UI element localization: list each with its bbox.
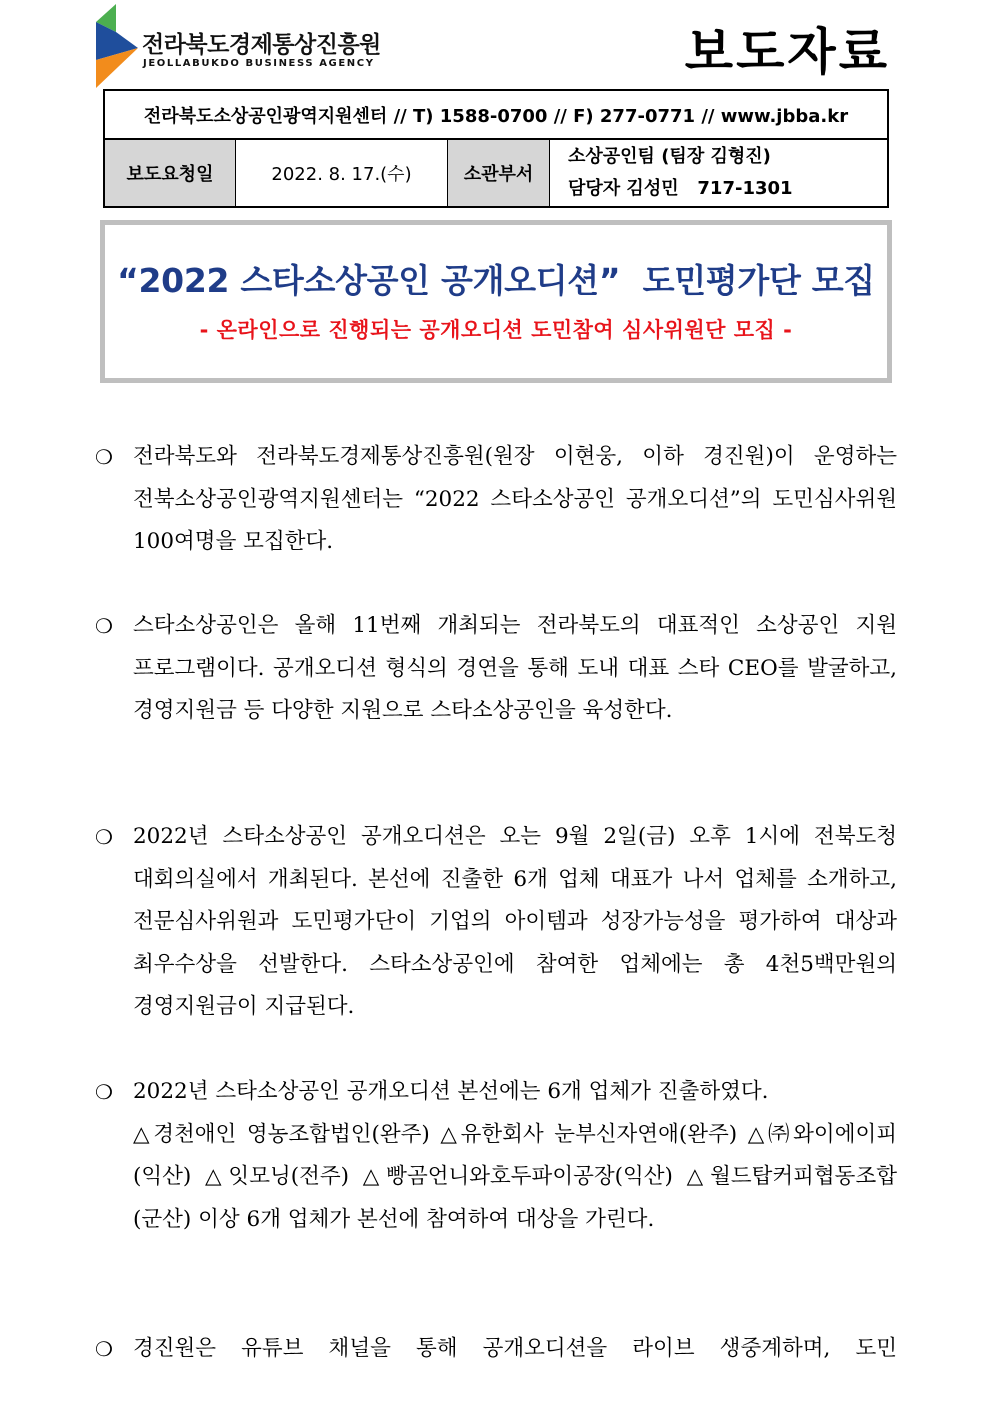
bullet-circle-icon: ❍ — [95, 445, 113, 469]
headline-subtitle: - 온라인으로 진행되는 공개오디션 도민참여 심사위원단 모집 - — [199, 318, 793, 342]
bullet-circle-icon: ❍ — [95, 825, 113, 849]
logo-mark-icon — [94, 4, 140, 88]
info-row — [105, 140, 887, 206]
paragraph-text: 2022년 스타소상공인 공개오디션은 오는 9월 2일(금) 오후 1시에 전북도청 대회의실에서 개최된다. 본선에 진출한 6개 업체 대표가 나서 업체를 소개하고, 전문심사위원과 도민평가단이 기업의 아이템과 성장가능성을 평가하여 대상과 최우수상을 선발한다. 스타소상공인에 참여한 업체에는 총 4천5백만원의 경영지원금이 지급된다. — [133, 824, 897, 1019]
paragraph-text: 경진원은 유튜브 채널을 통해 공개오디션을 라이브 생중계하며, 도민 — [133, 1336, 897, 1361]
org-name-en: JEOLLABUKDO BUSINESS AGENCY — [143, 58, 375, 69]
finalist-list: △경천애인 영농조합법인(완주) △유한회사 눈부신자연애(완주) △㈜와이에이피(익산) △잇모닝(전주) △빵곰언니와호두파이공장(익산) △월드탑커피협동조합(군산) 이상 6개 업체가 본선에 참여하여 대상을 가린다. — [133, 1121, 897, 1232]
info-table — [103, 89, 889, 208]
contact-person: 담당자 김성민 717-1301 — [568, 178, 793, 199]
bullet-circle-icon: ❍ — [95, 1080, 113, 1104]
department: 소상공인팀 (팀장 김형진) — [568, 146, 771, 167]
document-type-title: 보도자료 — [684, 23, 890, 81]
department-label: 소관부서 — [448, 140, 550, 206]
bullet-circle-icon: ❍ — [95, 614, 113, 638]
org-logo — [94, 4, 394, 88]
paragraph-4 — [95, 1071, 897, 1241]
paragraph-text: 2022년 스타소상공인 공개오디션 본선에는 6개 업체가 진출하였다. — [133, 1079, 769, 1104]
department-cell — [550, 140, 887, 206]
paragraph-1 — [95, 436, 897, 564]
paragraph-text: 스타소상공인은 올해 11번째 개최되는 전라북도의 대표적인 소상공인 지원 프로그램이다. 공개오디션 형식의 경연을 통해 도내 대표 스타 CEO를 발굴하고, 경영지원금 등 다양한 지원으로 스타소상공인을 육성한다. — [133, 613, 897, 723]
bullet-circle-icon: ❍ — [95, 1337, 113, 1361]
paragraph-3 — [95, 816, 897, 1029]
paragraph-5 — [95, 1328, 897, 1371]
headline-box — [100, 220, 892, 383]
paragraph-2 — [95, 605, 897, 733]
request-date-label: 보도요청일 — [105, 140, 236, 206]
contact-line: 전라북도소상공인광역지원센터 // T) 1588-0700 // F) 277-0771 // www.jbba.kr — [105, 91, 887, 140]
request-date: 2022. 8. 17.(수) — [236, 140, 448, 206]
paragraph-text: 전라북도와 전라북도경제통상진흥원(원장 이현웅, 이하 경진원)이 운영하는 전북소상공인광역지원센터는 “2022 스타소상공인 공개오디션”의 도민심사위원 100여명을 모집한다. — [133, 444, 897, 554]
headline-title: “2022 스타소상공인 공개오디션” 도민평가단 모집 — [117, 261, 875, 300]
org-name-kr: 전라북도경제통상진흥원 — [142, 32, 381, 58]
